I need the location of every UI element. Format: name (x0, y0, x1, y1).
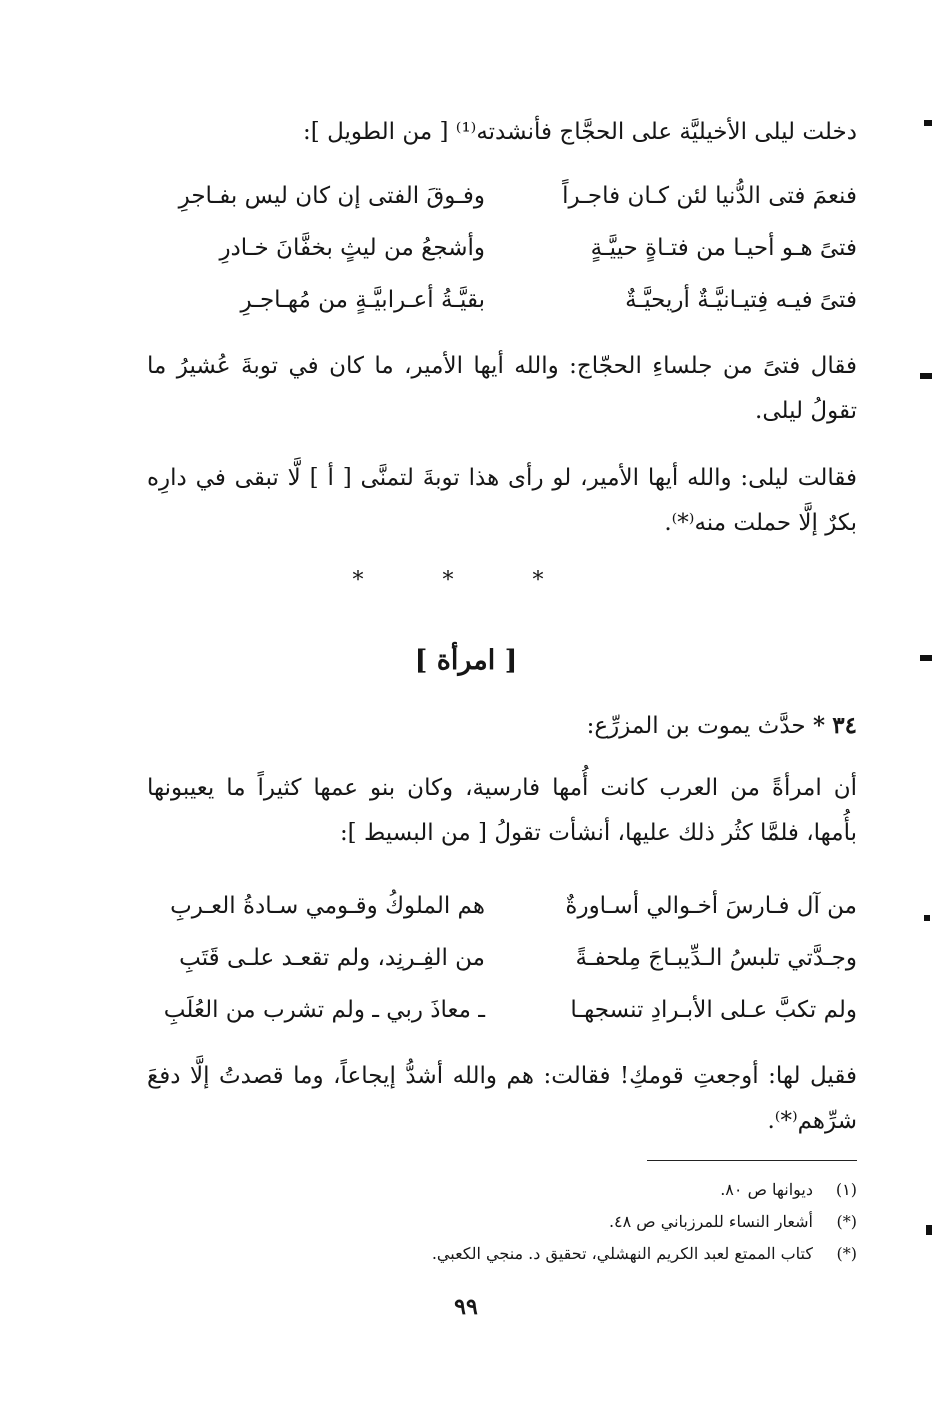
footnote-mark: (١) (835, 1180, 857, 1199)
entry-intro-line (157, 706, 857, 746)
footnote (157, 1241, 857, 1267)
verse-second-hemistich: هم الملوكُ وقـومي سـادةُ العـربِ (170, 893, 485, 919)
verse-first-hemistich: وجـدَّتي تلبسُ الـدِّيبـاجَ مِلحفـةً (575, 945, 857, 971)
verse-first-hemistich: ولم تكبَّ عـلى الأبـرادِ تنسجهـا (570, 997, 857, 1023)
margin-mark (920, 655, 932, 661)
verse-second-hemistich: من الفِـرنِد، ولم تقعـد علـى قَتَبِ (179, 945, 485, 971)
verse-first-hemistich: فتىً فيـه فِتيـانيَّـةٌ أريحيَّـةٌ (625, 287, 857, 313)
verse-second-hemistich: وأشجعُ من ليثٍ بخفَّانَ خـادرِ (219, 235, 485, 261)
poem-1 (157, 176, 857, 336)
poem-2 (157, 886, 857, 1046)
verse-line (157, 938, 857, 990)
verse-second-hemistich: وفـوقَ الفتى إن كان ليس بفـاجرِ (178, 183, 485, 209)
paragraph-3: أن امرأةً من العرب كانت أُمها فارسية، وكان بنو عمها كثيراً ما يعيبونها بأُمها، فلمَّا كثُر ذلك عليها، أنشأت تقولُ [ من البسيط ]: (147, 775, 857, 846)
entry-star: * (812, 712, 825, 739)
margin-mark (924, 120, 932, 126)
entry-number: ٣٤ (832, 712, 857, 739)
section-heading: [ امرأة ] (414, 645, 518, 676)
verse-line (157, 886, 857, 938)
verse-line (157, 176, 857, 228)
entry-intro: حدَّث يموت بن المزرِّع: (586, 713, 806, 739)
page-number: ٩٩ (454, 1294, 478, 1320)
footnote-rule (647, 1160, 857, 1161)
footnote-text: ديوانها ص ٨٠. (720, 1180, 813, 1199)
margin-mark (924, 915, 930, 921)
footnote-mark: (*) (836, 1212, 857, 1231)
verse-line (157, 280, 857, 332)
footnote-text: كتاب الممتع لعبد الكريم النهشلي، تحقيق د. منجي الكعبي. (431, 1244, 813, 1263)
margin-mark (926, 1225, 932, 1235)
margin-mark (920, 373, 932, 379)
intro-line: دخلت ليلى الأخيليَّة على الحجَّاج فأنشدته⁽¹⁾ [ من الطويل ]: (303, 119, 857, 145)
footnote-text: أشعار النساء للمرزباني ص ٤٨. (608, 1212, 813, 1231)
section-separator: * * * (352, 568, 580, 593)
verse-second-hemistich: ـ معاذَ ربي ـ ولم تشرب من العُلَبِ (163, 997, 485, 1023)
paragraph-1: فقال فتىً من جلساءِ الحجّاج: والله أيها الأمير، ما كان في توبةَ عُشيرُ ما تقولُ ليلى. (147, 353, 857, 424)
verse-second-hemistich: بقيَّـةُ أعـرابيَّـةٍ من مُهـاجـرِ (240, 287, 485, 313)
verse-line (157, 228, 857, 280)
paragraph-4: فقيل لها: أوجعتِ قومكِ! فقالت: هم والله أشدُّ إيجاعاً، وما قصدتُ إلَّا دفعَ شرِّهم⁽*⁾. (147, 1063, 857, 1134)
footnote-mark: (*) (836, 1244, 857, 1263)
footnote (157, 1209, 857, 1235)
paragraph-2: فقالت ليلى: والله أيها الأمير، لو رأى هذا توبةَ لتمنَّى [ أ ] لَّا تبقى في دارِه بكرٌ إلَّا حملت منه⁽*⁾. (147, 465, 857, 536)
footnote (157, 1177, 857, 1203)
verse-first-hemistich: من آل فـارسَ أخـوالي أسـاورةٌ (565, 893, 857, 919)
verse-line (157, 990, 857, 1042)
verse-first-hemistich: فنعمَ فتى الدُّنيا لئن كـان فاجـراً (562, 183, 857, 209)
verse-first-hemistich: فتىً هـو أحيـا من فتـاةٍ حييَّـةٍ (590, 235, 857, 261)
